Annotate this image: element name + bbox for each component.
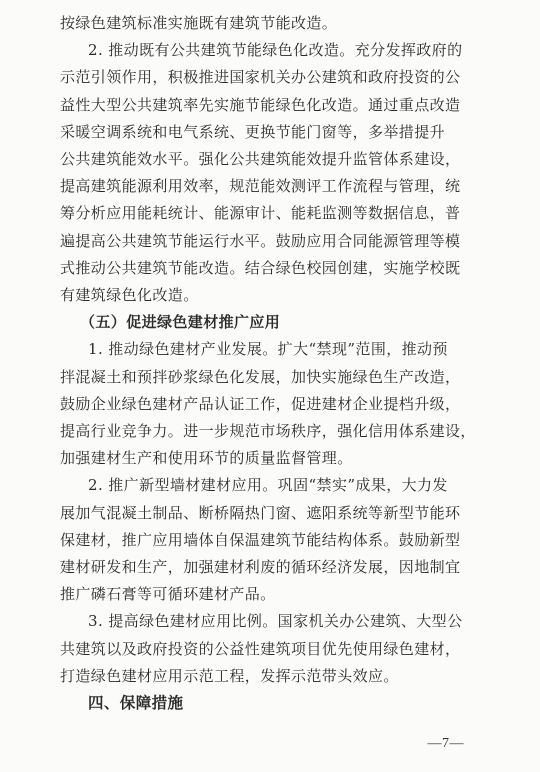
paragraph-line: 遍提高公共建筑节能运行水平。鼓励应用合同能源管理等模: [60, 232, 461, 250]
section-heading: 四、保障措施: [88, 694, 184, 712]
paragraph-line: 推广磷石膏等可循环建材产品。: [60, 585, 276, 603]
paragraph-line: 式推动公共建筑节能改造。结合绿色校园创建，实施学校既: [60, 259, 461, 277]
paragraph-line: 1. 推动绿色建材产业发展。扩大“禁现”范围，推动预: [88, 340, 448, 358]
paragraph-line: 筹分析应用能耗统计、能源审计、能耗监测等数据信息，普: [60, 204, 461, 222]
page-number: —7—: [427, 736, 464, 751]
paragraph-line: 3. 提高绿色建材应用比例。国家机关办公建筑、大型公: [88, 612, 463, 630]
paragraph-line: 按绿色建筑标准实施既有建筑节能改造。: [60, 14, 338, 32]
paragraph-line: 拌混凝土和预拌砂浆绿色化发展，加快实施绿色生产改造，: [60, 368, 461, 386]
paragraph-line: 提高行业竞争力。进一步规范市场秩序，强化信用体系建设，: [60, 422, 476, 440]
paragraph-line: 2. 推广新型墙材建材应用。巩固“禁实”成果，大力发: [88, 476, 448, 494]
paragraph-line: 展加气混凝土制品、断桥隔热门窗、遮阳系统等新型节能环: [60, 504, 461, 522]
paragraph-line: 2. 推动既有公共建筑节能绿色化改造。充分发挥政府的: [88, 41, 463, 59]
paragraph-line: 采暖空调系统和电气系统、更换节能门窗等，多举措提升: [60, 123, 446, 141]
paragraph-line: 益性大型公共建筑率先实施节能绿色化改造。通过重点改造: [60, 96, 461, 114]
paragraph-line: 共建筑以及政府投资的公益性建筑项目优先使用绿色建材，: [60, 640, 461, 658]
section-heading: （五）促进绿色建材推广应用: [80, 313, 281, 331]
paragraph-line: 公共建筑能效水平。强化公共建筑能效提升监管体系建设，: [60, 150, 461, 168]
paragraph-line: 建材研发和生产，加强建材利废的循环经济发展，因地制宜: [60, 558, 461, 576]
paragraph-line: 打造绿色建材应用示范工程，发挥示范带头效应。: [60, 667, 399, 685]
paragraph-line: 提高建筑能源利用效率，规范能效测评工作流程与管理，统: [60, 177, 461, 195]
paragraph-line: 鼓励企业绿色建材产品认证工作，促进建材企业提档升级，: [60, 395, 461, 413]
paragraph-line: 示范引领作用，积极推进国家机关办公建筑和政府投资的公: [60, 68, 461, 86]
paragraph-line: 保建材，推广应用墙体自保温建筑节能结构体系。鼓励新型: [60, 531, 461, 549]
paragraph-line: 加强建材生产和使用环节的质量监督管理。: [60, 449, 353, 467]
paragraph-line: 有建筑绿色化改造。: [60, 286, 199, 304]
